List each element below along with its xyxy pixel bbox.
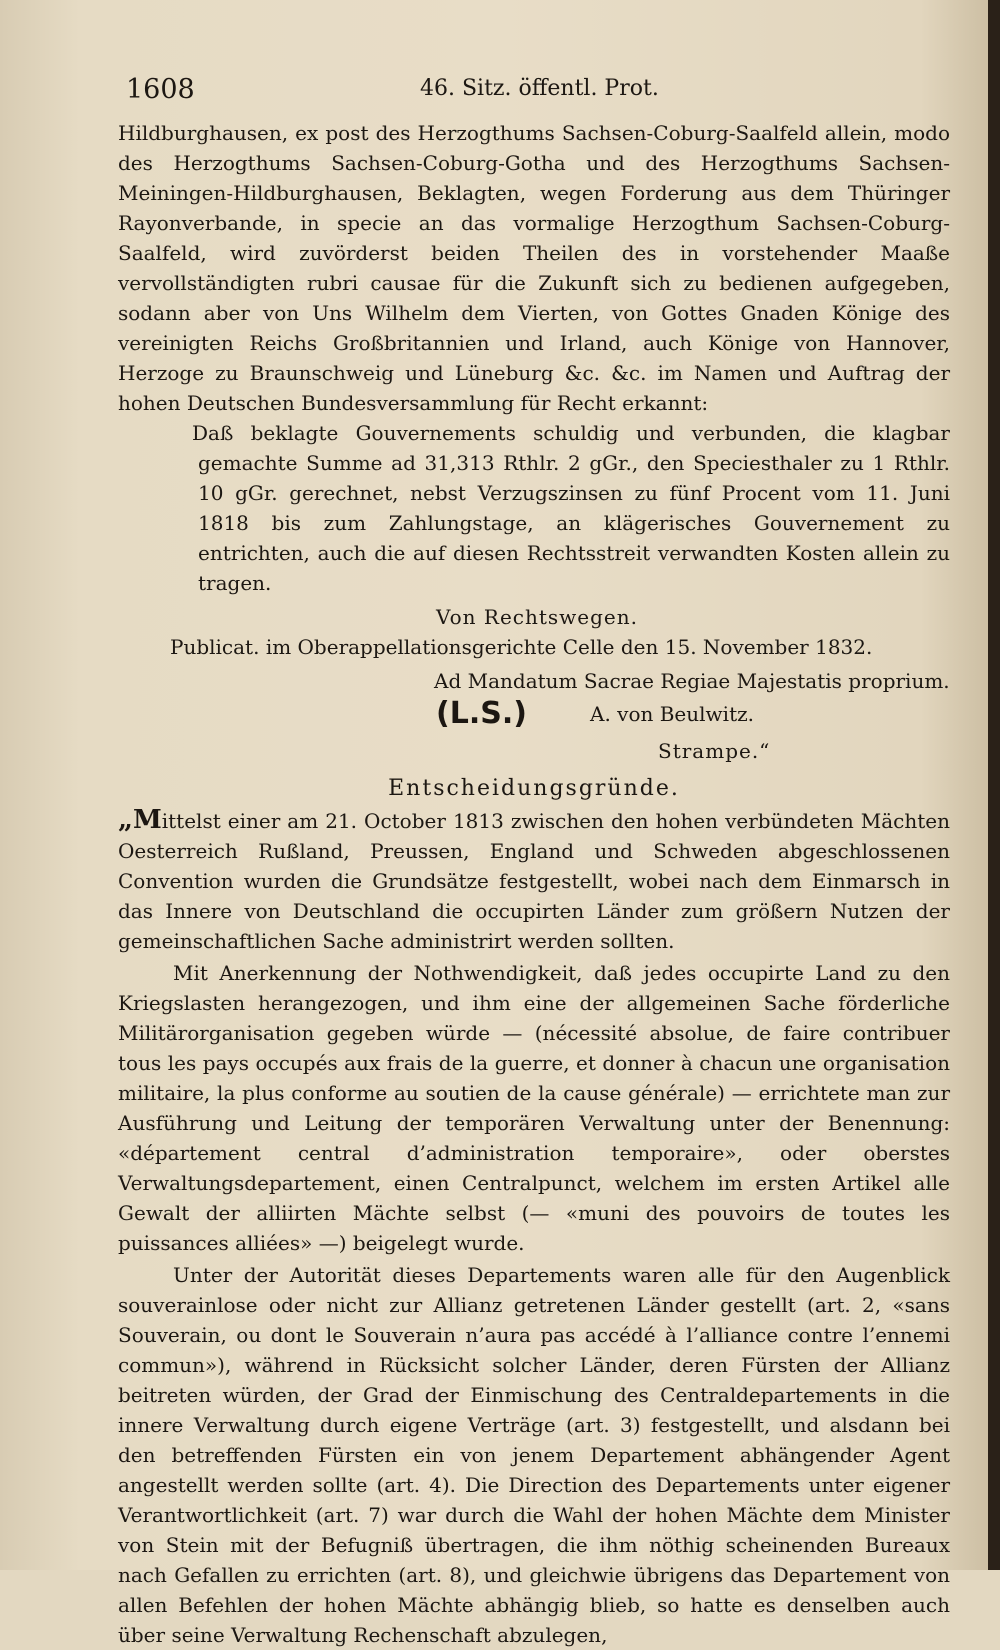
section-title: Entscheidungsgründe.	[388, 776, 680, 801]
second-signer: Strampe.“	[658, 739, 771, 763]
running-head: 46. Sitz. öffentl. Prot.	[420, 76, 659, 101]
reasons-paragraph-3: Unter der Autorität dieses Departements waren alle für den Augenblick souverainlose oder nicht zur Allianz getretenen Länder gestellt (art. 2, «sans Souverain, ou dont le Souverain n’aura pas accédé à l’alliance contre l’ennemi commun»), während in Rücksicht solcher Länder, deren Fürsten der Allianz beitreten würden, der Grad der Einmischung des Centraldepartements in die innere Verwaltung durch eigene Verträge (art. 3) festgestellt, und alsdann bei den betreffenden Fürsten ein von jenem Departement abhängender Agent angestellt werden sollte (art. 4). Die Direction des Departements unter eigener Verantwortlichkeit (art. 7) war durch die Wahl der hohen Mächte dem Minister von Stein mit der Befugniß übertragen, die ihm nöthig scheinenden Bureaux nach Gefallen zu errichten (art. 8), und gleichwie übrigens das Departement von allen Befehlen der hohen Mächte abhängig blieb, so hatte es denselben auch über seine Verwaltung Rechenschaft abzulegen,	[118, 1263, 950, 1647]
operative-paragraph: Daß beklagte Gouvernements schuldig und verbunden, die klagbar gemachte Summe ad 31,313 Rthlr. 2 gGr., den Speciesthaler zu 1 Rthlr. 10 gGr. gerechnet, nebst Verzugszinsen zu fünf Procent vom 11. Juni 1818 bis zum Zahlungstage, an klägerisches Gouvernement zu entrichten, auch die auf diesen Rechtsstreit verwandten Kosten allein zu tragen.	[192, 421, 950, 595]
initial-letter: „M	[118, 805, 162, 835]
reasons-paragraph-1-text: ittelst einer am 21. October 1813 zwischen den hohen verbündeten Mächten Oesterreich Rußland, Preussen, England und Schweden abgeschlossenen Convention wurden die Grundsätze festgestellt, wobei nach dem Einmarsch in das Innere von Deutschland die occupirten Länder zum größern Nutzen der gemeinschaftlichen Sache administrirt werden sollten.	[118, 809, 950, 953]
verdict-line: Von Rechtswegen.	[436, 605, 638, 629]
reasons-paragraph-1	[118, 805, 950, 956]
publicat-label: Publicat.	[170, 635, 260, 659]
page-edge-shadow	[988, 0, 1000, 1570]
judgment-operative-clause	[118, 418, 950, 598]
page-header	[118, 74, 938, 114]
mandatum-line: Ad Mandatum Sacrae Regiae Majestatis proprium.	[434, 669, 950, 693]
page-body	[118, 118, 950, 1650]
judgment-paragraph: Hildburghausen, ex post des Herzogthums Sachsen-Coburg-Saalfeld allein, modo des Herzogthums Sachsen-Coburg-Gotha und des Herzogthums Sachsen-Meiningen-Hildburghausen, Beklagten, wegen Forderung aus dem Thüringer Rayonverbande, in specie an das vormalige Herzogthum Sachsen-Coburg-Saalfeld, wird zuvörderst beiden Theilen des in vorstehender Maaße vervollständigten rubri causae für die Zukunft sich zu bedienen aufgegeben, sodann aber von Uns Wilhelm dem Vierten, von Gottes Gnaden Könige des vereinigten Reichs Großbritannien und Irland, auch Könige von Hannover, Herzoge zu Braunschweig und Lüneburg &c. &c. im Namen und Auftrag der hohen Deutschen Bundesversammlung für Recht erkannt:	[118, 121, 950, 415]
signature-row	[118, 696, 950, 736]
publicat-text: im Oberappellationsgerichte Celle den 15. November 1832.	[265, 635, 873, 659]
page-number: 1608	[126, 74, 195, 105]
publication-line	[170, 632, 950, 662]
signer-name: A. von Beulwitz.	[590, 702, 754, 726]
seal-mark: (L.S.)	[436, 696, 527, 731]
reasons-paragraph-2: Mit Anerkennung der Nothwendigkeit, daß jedes occupirte Land zu den Kriegslasten herangezogen, und ihm eine der allgemeinen Sache förderliche Militärorganisation gegeben würde — (nécessité absolue, de faire contribuer tous les pays occupés aux frais de la guerre, et donner à chacun une organisation militaire, la plus conforme au soutien de la cause générale) — errichtete man zur Ausführung und Leitung der temporären Verwaltung unter der Benennung: «département central d’administration temporaire», oder oberstes Verwaltungsdepartement, einen Centralpunct, welchem im ersten Artikel alle Gewalt der alliirten Mächte selbst (— «muni des pouvoirs de toutes les puissances alliées» —) beigelegt wurde.	[118, 961, 950, 1255]
